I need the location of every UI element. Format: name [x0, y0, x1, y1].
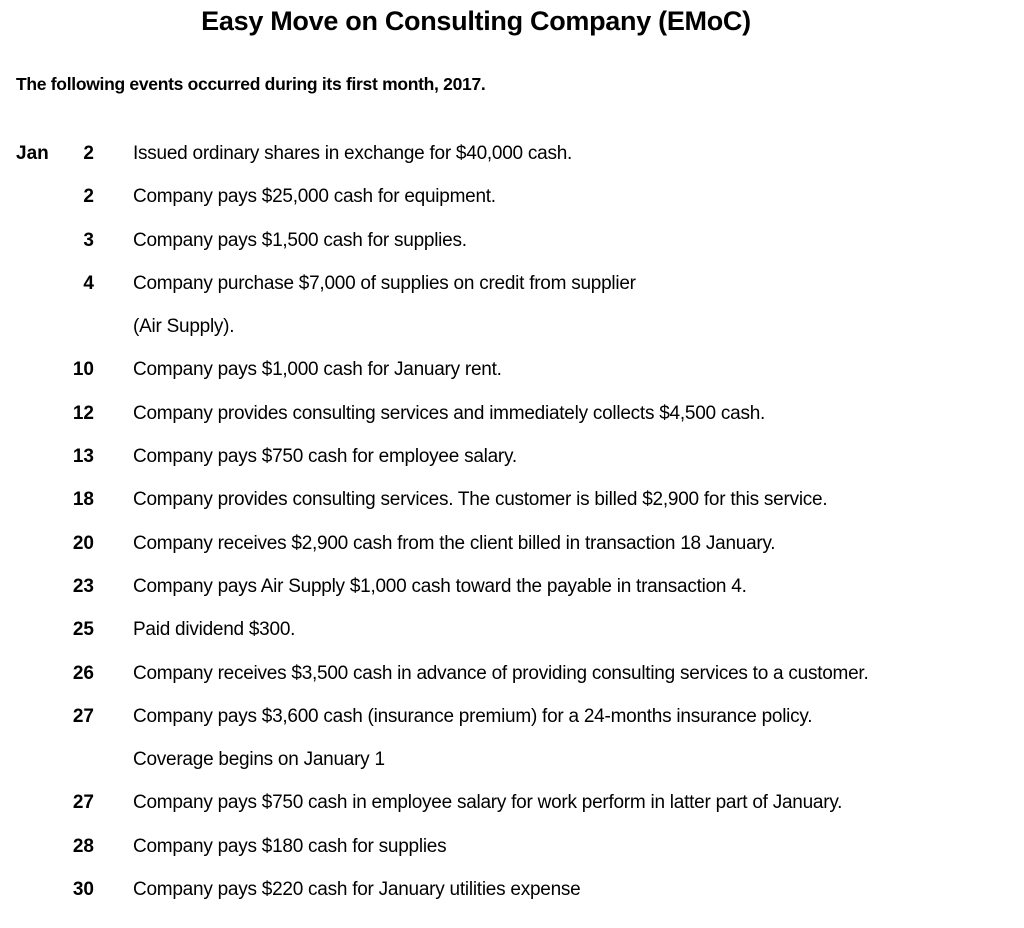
event-description: Company pays $750 cash in employee salary for work perform in latter part of January. — [133, 792, 843, 814]
event-day: 27 — [72, 705, 94, 727]
event-day: 25 — [72, 619, 94, 641]
event-row — [0, 479, 1024, 522]
event-day: 28 — [72, 835, 94, 857]
event-description: Company pays $1,500 cash for supplies. — [133, 229, 467, 251]
event-description: Company purchase $7,000 of supplies on credit from supplier — [133, 272, 636, 294]
event-description: Company pays $180 cash for supplies — [133, 835, 447, 857]
page-subtitle: The following events occurred during its first month, 2017. — [16, 74, 486, 94]
event-description: Company pays $1,000 cash for January rent. — [133, 359, 502, 381]
event-row-continuation — [0, 306, 1024, 349]
event-row — [0, 566, 1024, 609]
event-day: 2 — [83, 186, 94, 208]
event-row — [0, 133, 1024, 176]
event-day: 30 — [72, 879, 94, 901]
event-day: 2 — [83, 143, 94, 164]
month-label: Jan — [16, 143, 49, 164]
event-day: 4 — [83, 272, 94, 294]
event-description: Company pays $750 cash for employee salary. — [133, 446, 517, 468]
event-description: Company pays $25,000 cash for equipment. — [133, 186, 496, 208]
event-description: Company pays Air Supply $1,000 cash toward the payable in transaction 4. — [133, 575, 747, 597]
event-row — [0, 349, 1024, 392]
event-row-continuation — [0, 739, 1024, 782]
event-description: (Air Supply). — [133, 316, 235, 338]
event-row — [0, 176, 1024, 219]
events-list — [0, 133, 1024, 912]
event-description: Company pays $3,600 cash (insurance premium) for a 24-months insurance policy. — [133, 705, 813, 727]
event-row — [0, 653, 1024, 696]
event-row — [0, 869, 1024, 912]
event-description: Company receives $2,900 cash from the client billed in transaction 18 January. — [133, 532, 776, 554]
event-description: Company provides consulting services. The customer is billed $2,900 for this service. — [133, 489, 828, 511]
page-title: Easy Move on Consulting Company (EMoC) — [201, 6, 751, 36]
event-day: 13 — [72, 446, 94, 468]
event-day: 3 — [83, 229, 94, 251]
event-day: 18 — [72, 489, 94, 511]
event-row — [0, 696, 1024, 739]
event-day: 12 — [72, 402, 94, 424]
event-description: Coverage begins on January 1 — [133, 749, 385, 771]
event-day: 10 — [72, 359, 94, 381]
event-description: Company receives $3,500 cash in advance of providing consulting services to a customer. — [133, 662, 869, 684]
event-day: 26 — [72, 662, 94, 684]
event-day: 20 — [72, 532, 94, 554]
event-row — [0, 263, 1024, 306]
event-description: Paid dividend $300. — [133, 619, 296, 641]
event-row — [0, 782, 1024, 825]
event-row — [0, 220, 1024, 263]
event-row — [0, 436, 1024, 479]
event-description: Company pays $220 cash for January utilities expense — [133, 879, 581, 901]
event-description: Issued ordinary shares in exchange for $40,000 cash. — [133, 143, 573, 164]
event-row — [0, 393, 1024, 436]
event-day: 27 — [72, 792, 94, 814]
event-day: 23 — [72, 575, 94, 597]
event-description: Company provides consulting services and immediately collects $4,500 cash. — [133, 402, 766, 424]
event-row — [0, 523, 1024, 566]
event-row — [0, 609, 1024, 652]
event-row — [0, 826, 1024, 869]
